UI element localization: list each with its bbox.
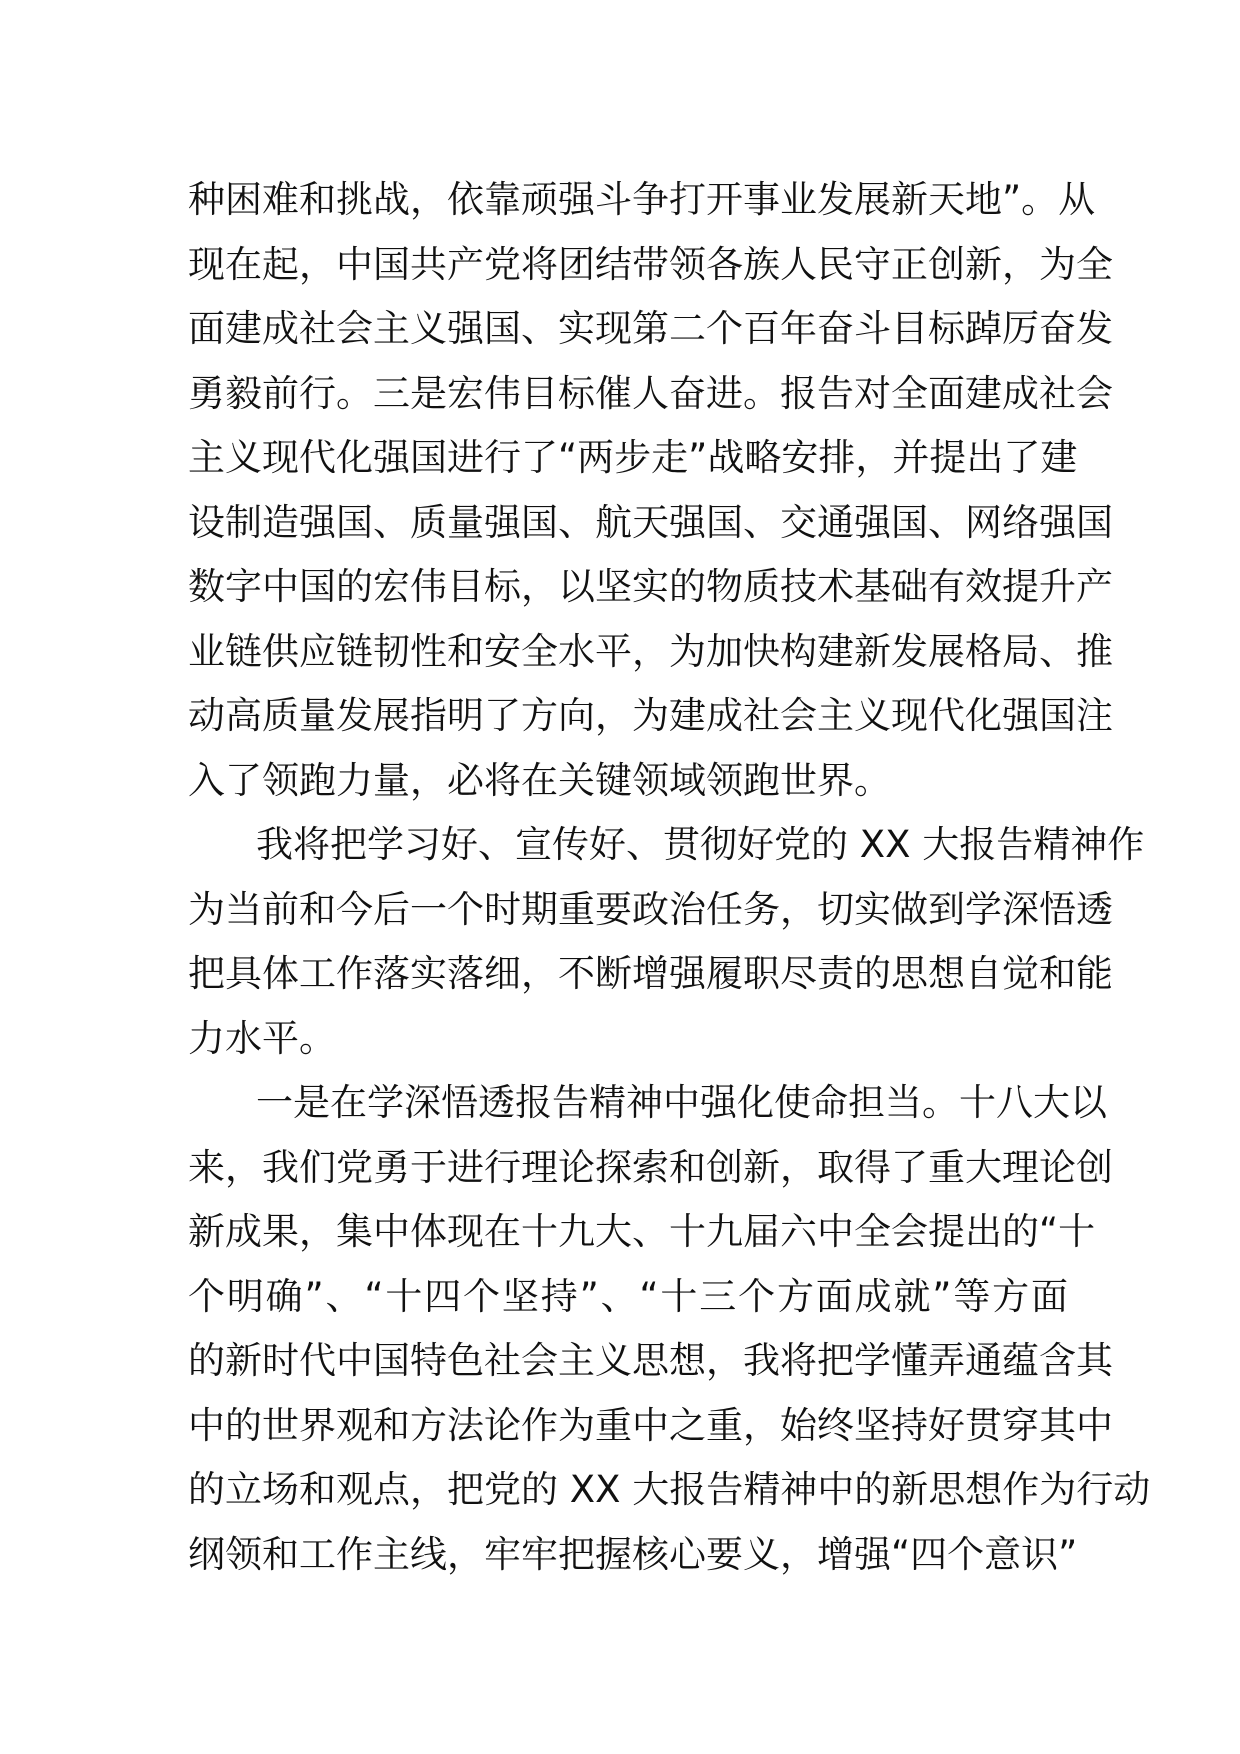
text-line: 业链供应链韧性和安全水平，为加快构建新发展格局、推 — [188, 629, 1113, 673]
document-body — [188, 168, 1151, 1587]
text-line: 数字中国的宏伟目标，以坚实的物质技术基础有效提升产 — [188, 565, 1113, 608]
paragraph-first-line: 一是在学深悟透报告精神中强化使命担当。十八大以 — [256, 1081, 1107, 1124]
text-line: 勇毅前行。三是宏伟目标催人奋进。报告对全面建成社会 — [188, 371, 1113, 415]
text-line: 现在起，中国共产党将团结带领各族人民守正创新，为全 — [188, 242, 1113, 286]
text-line: 个明确”、“十四个坚持”、“十三个方面成就”等方面 — [188, 1274, 1068, 1318]
text-line: 入了领跑力量，必将在关键领域领跑世界。 — [188, 758, 891, 802]
text-line: 把具体工作落实落细，不断增强履职尽责的思想自觉和能 — [188, 952, 1113, 995]
text-line: 纲领和工作主线，牢牢把握核心要义，增强“四个意识” — [188, 1532, 1078, 1576]
paragraph-first-line: 我将把学习好、宣传好、贯彻好党的 XX 大报告精神作 — [256, 823, 1145, 866]
text-line: 的立场和观点，把党的 XX 大报告精神中的新思想作为行动 — [188, 1468, 1151, 1511]
text-line: 来，我们党勇于进行理论探索和创新，取得了重大理论创 — [188, 1145, 1113, 1189]
text-line: 主义现代化强国进行了“两步走”战略安排，并提出了建 — [188, 436, 1078, 479]
text-line: 新成果，集中体现在十九大、十九届六中全会提出的“十 — [188, 1210, 1096, 1253]
text-line: 中的世界观和方法论作为重中之重，始终坚持好贯穿其中 — [188, 1403, 1113, 1447]
text-line: 动高质量发展指明了方向，为建成社会主义现代化强国注 — [188, 694, 1113, 737]
text-line: 面建成社会主义强国、实现第二个百年奋斗目标踔厉奋发 — [188, 307, 1113, 350]
text-line: 力水平。 — [188, 1016, 336, 1060]
text-line: 设制造强国、质量强国、航天强国、交通强国、网络强国 — [188, 500, 1113, 544]
text-line: 种困难和挑战，依靠顽强斗争打开事业发展新天地”。从 — [188, 178, 1096, 221]
text-line: 的新时代中国特色社会主义思想，我将把学懂弄通蕴含其 — [188, 1339, 1113, 1382]
text-line: 为当前和今后一个时期重要政治任务，切实做到学深悟透 — [188, 887, 1113, 931]
